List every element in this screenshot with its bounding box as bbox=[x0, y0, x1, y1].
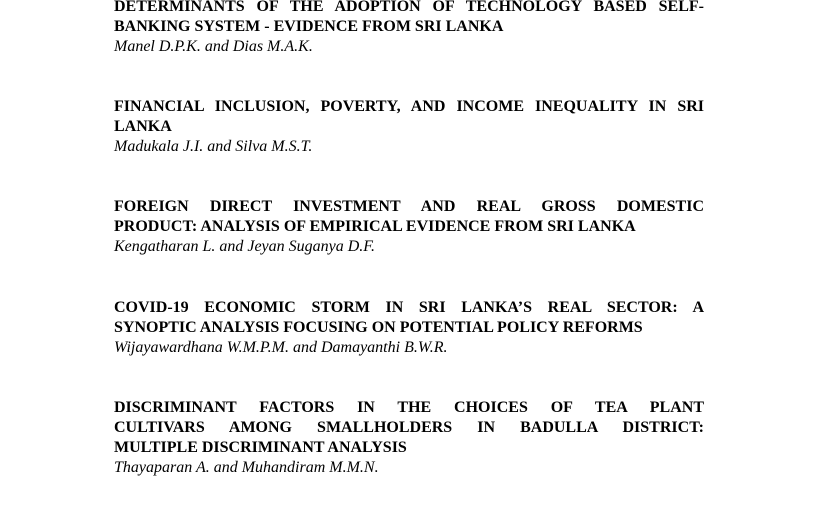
paper-entry bbox=[114, 398, 704, 478]
paper-authors: Wijayawardhana W.M.P.M. and Damayanthi B.W.R. bbox=[114, 339, 448, 356]
paper-title-line: FINANCIAL INCLUSION, POVERTY, AND INCOME INEQUALITY IN SRI bbox=[114, 98, 704, 115]
paper-authors: Kengatharan L. and Jeyan Suganya D.F. bbox=[114, 238, 376, 255]
paper-title-line: COVID-19 ECONOMIC STORM IN SRI LANKA’S REAL SECTOR: A bbox=[114, 299, 704, 316]
paper-title-line: SYNOPTIC ANALYSIS FOCUSING ON POTENTIAL POLICY REFORMS bbox=[114, 319, 643, 336]
paper-authors: Manel D.P.K. and Dias M.A.K. bbox=[114, 38, 313, 55]
paper-title bbox=[114, 197, 704, 237]
paper-authors: Madukala J.I. and Silva M.S.T. bbox=[114, 138, 313, 155]
paper-title bbox=[114, 97, 704, 137]
paper-title bbox=[114, 398, 704, 458]
paper-title-line: PRODUCT: ANALYSIS OF EMPIRICAL EVIDENCE FROM SRI LANKA bbox=[114, 218, 636, 235]
paper-entry bbox=[114, 0, 704, 57]
paper-title bbox=[114, 0, 704, 37]
paper-title-line: LANKA bbox=[114, 118, 172, 135]
paper-title-line: DETERMINANTS OF THE ADOPTION OF TECHNOLOGY BASED SELF- bbox=[114, 0, 704, 15]
paper-authors: Thayaparan A. and Muhandiram M.M.N. bbox=[114, 459, 379, 476]
paper-title bbox=[114, 298, 704, 338]
paper-entry bbox=[114, 298, 704, 358]
paper-title-line: MULTIPLE DISCRIMINANT ANALYSIS bbox=[114, 439, 407, 456]
paper-entry bbox=[114, 197, 704, 257]
paper-title-line: FOREIGN DIRECT INVESTMENT AND REAL GROSS DOMESTIC bbox=[114, 198, 704, 215]
paper-entry bbox=[114, 97, 704, 157]
paper-title-line: BANKING SYSTEM - EVIDENCE FROM SRI LANKA bbox=[114, 18, 504, 35]
paper-title-line: DISCRIMINANT FACTORS IN THE CHOICES OF TEA PLANT bbox=[114, 399, 704, 416]
paper-title-line: CULTIVARS AMONG SMALLHOLDERS IN BADULLA DISTRICT: bbox=[114, 419, 704, 436]
